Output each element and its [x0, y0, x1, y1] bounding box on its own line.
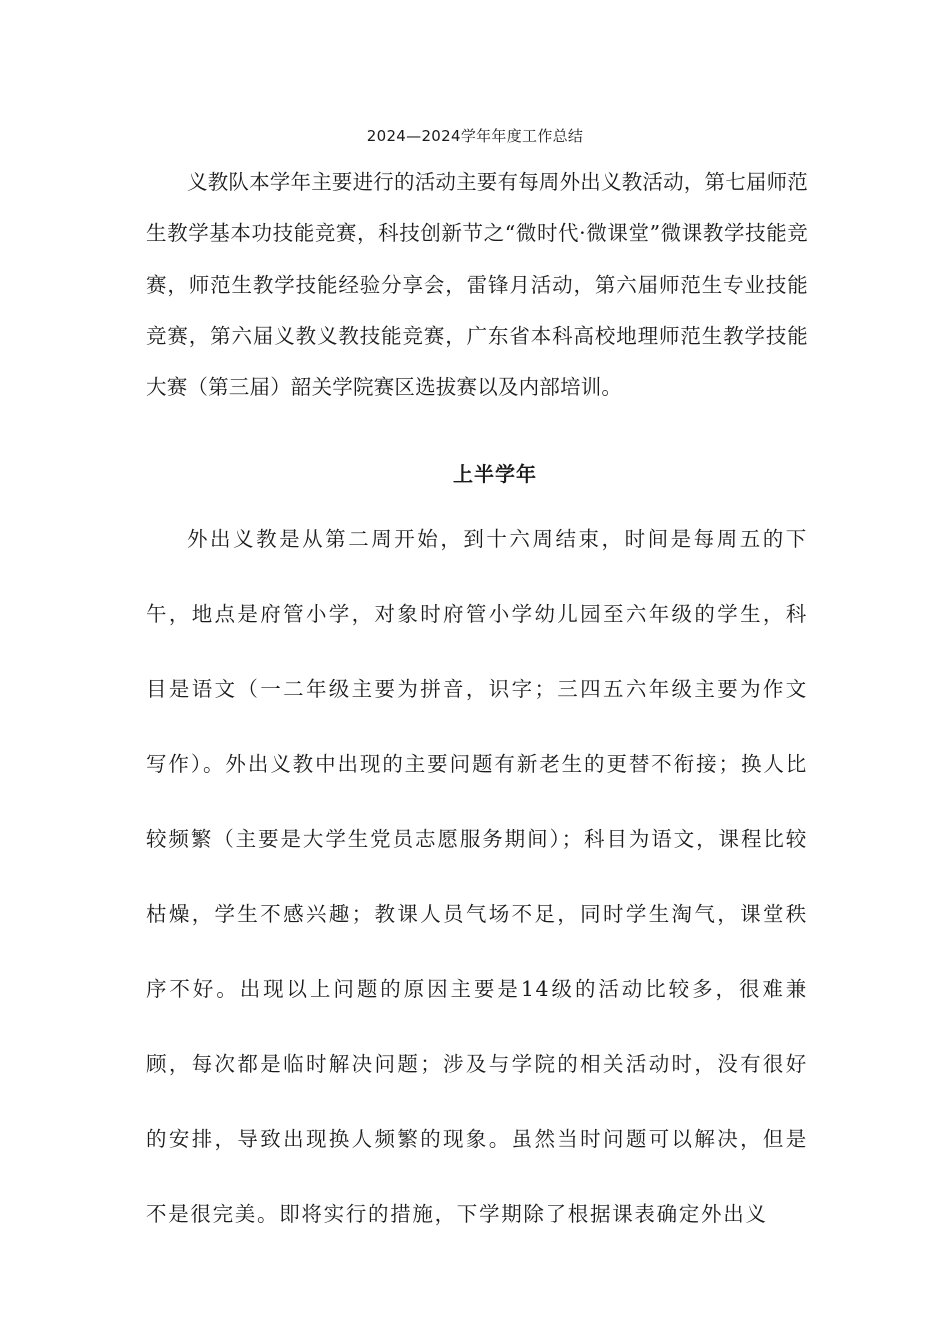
section-paragraph: 外出义教是从第二周开始，到十六周结束，时间是每周五的下午，地点是府管小学，对象时府管小学幼儿园至六年级的学生，科目是语文（一二年级主要为拼音，识字；三四五六年级主要为作文写作）。外出义教中出现的主要问题有新老生的更替不衔接；换人比较频繁（主要是大学生党员志愿服务期间）；科目为语文，课程比较枯燥，学生不感兴趣；教课人员气场不足，同时学生淘气，课堂秩序不好。出现以上问题的原因主要是14级的活动比较多，很难兼顾，每次都是临时解决问题；涉及与学院的相关活动时，没有很好的安排，导致出现换人频繁的现象。虽然当时问题可以解决，但是不是很完美。即将实行的措施，下学期除了根据课表确定外出义 [146, 527, 808, 1226]
document-title: 2024—2024学年年度工作总结 [366, 127, 584, 145]
intro-paragraph: 义教队本学年主要进行的活动主要有每周外出义教活动，第七届师范生教学基本功技能竞赛，科技创新节之“微时代·微课堂”微课教学技能竞赛，师范生教学技能经验分享会，雷锋月活动，第六届师范生专业技能竞赛，第六届义教义教技能竞赛，广东省本科高校地理师范生教学技能大赛（第三届）韶关学院赛区选拔赛以及内部培训。 [146, 170, 808, 400]
section-heading: 上半学年 [453, 462, 537, 486]
